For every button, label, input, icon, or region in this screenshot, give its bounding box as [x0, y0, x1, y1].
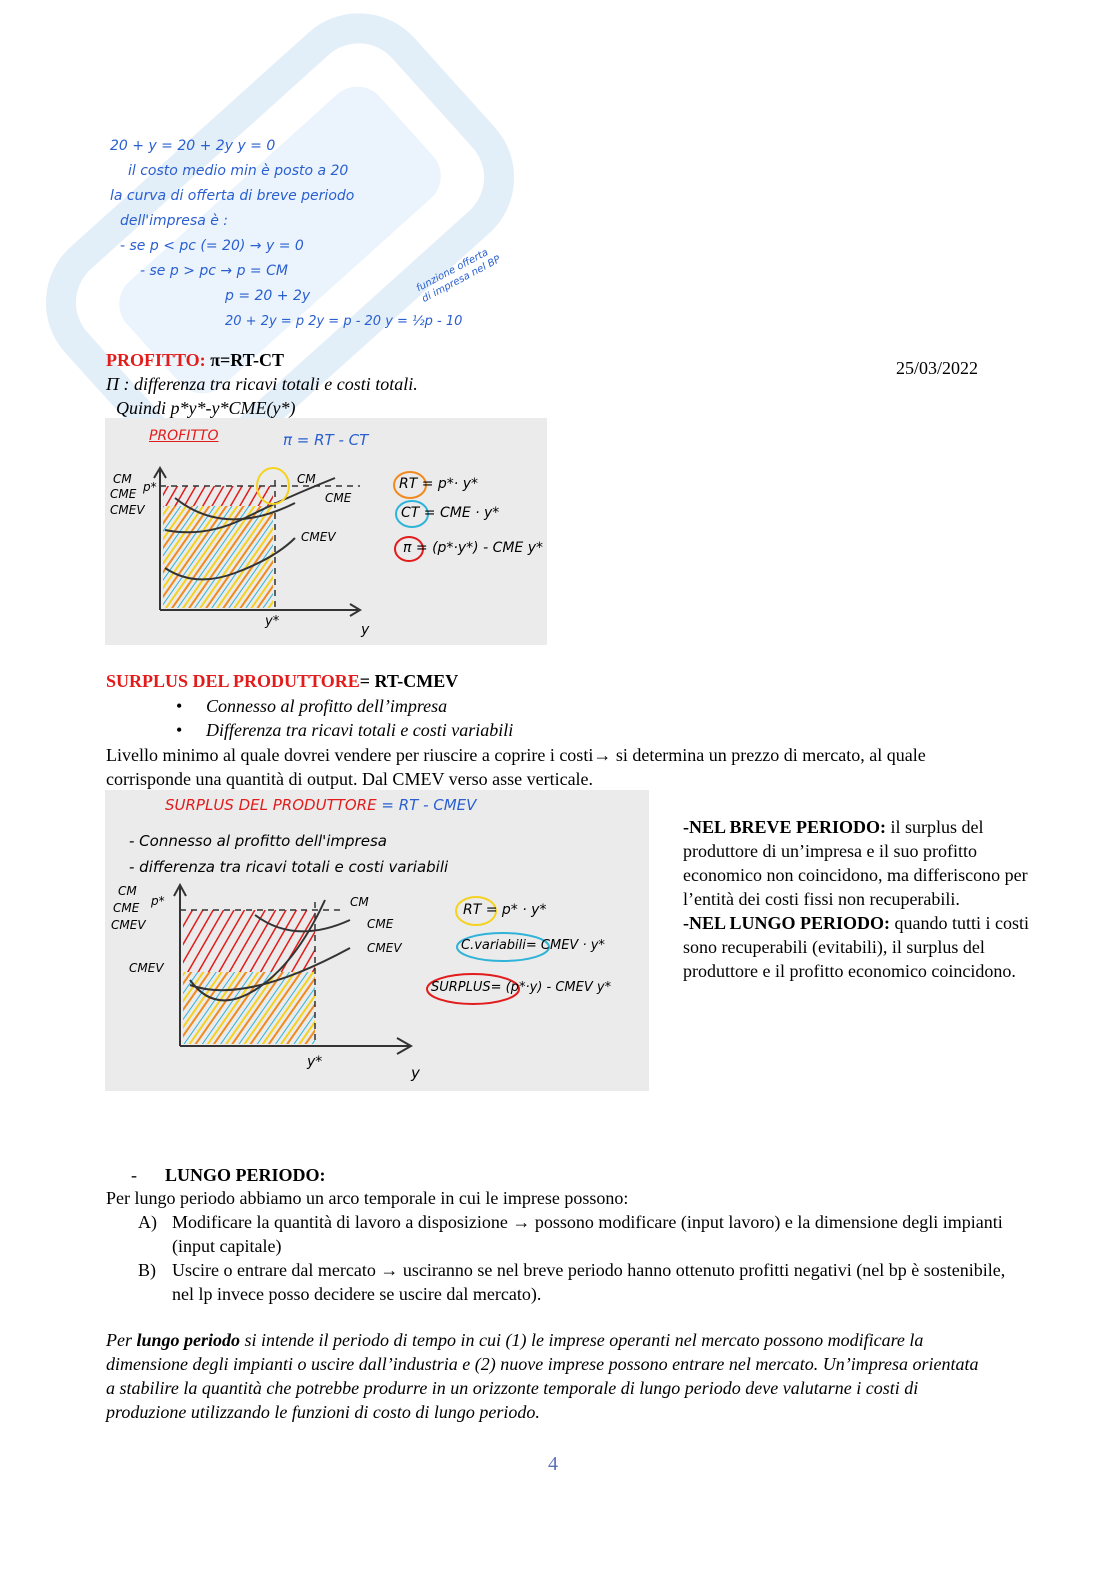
fig2-eq-rt — [463, 902, 546, 918]
fig1-title: PROFITTO — [149, 428, 219, 444]
fig2-eq-cv-tag: C.variabili — [461, 938, 526, 953]
fig1-ystar: y* — [265, 614, 280, 629]
profit-quindi: Quindi p*y*-y*CME(y*) — [116, 398, 296, 418]
variable-cost-area — [183, 972, 315, 1044]
surplus-area — [183, 910, 315, 972]
fig2-y: y — [411, 1064, 420, 1082]
fig2-eq-surplus — [431, 980, 611, 995]
fig1-y: y — [361, 622, 370, 638]
fig1-axis-label-cme: CME — [110, 487, 137, 501]
fig1-eq-rt — [399, 476, 478, 492]
handwritten-side-note: funzione offerta di impresa nel BP — [414, 247, 503, 305]
fig2-axis-label-cm: CM — [118, 884, 137, 898]
long-period-text: quando tutti i costi sono recuperabili (evitabili), il surplus del produttore e il profitto economico coincidono. — [683, 913, 1030, 981]
profit-title-line — [106, 348, 284, 372]
definition-pre: Per — [106, 1330, 137, 1350]
fig1-axis-label-cm: CM — [113, 472, 132, 486]
fig1-eq-rt-tag: RT — [399, 476, 418, 492]
fig2-title-text: SURPLUS DEL PRODUTTORE — [165, 796, 377, 814]
fig1-eq-pi-tag: π — [403, 540, 412, 556]
profit-figure — [105, 418, 547, 645]
surplus-bullets — [206, 694, 906, 742]
note-line: 20 + 2y = p 2y = p - 20 y = ½p - 10 — [225, 314, 463, 329]
fig2-line2: - differenza tra ricavi totali e costi variabili — [129, 858, 449, 876]
profit-formula: π=RT-CT — [210, 350, 285, 370]
list-item — [138, 1210, 1008, 1258]
fig1-axis-label-cmev: CMEV — [110, 503, 145, 517]
long-period-intro: Per lungo periodo abbiamo un arco temporale in cui le imprese possono: — [106, 1188, 629, 1208]
list-text: Uscire o entrare dal mercato → usciranno se nel breve periodo hanno ottenuto profitti negativi (nel bp è sostenibile, nel lp invece posso decidere se uscire dal mercato). — [172, 1260, 1006, 1304]
profit-description: Π : differenza tra ricavi totali e costi totali. — [106, 374, 418, 394]
long-period-dash: - — [131, 1165, 137, 1185]
long-period-heading — [131, 1163, 326, 1187]
handwritten-notes — [110, 134, 510, 334]
fig2-eq-cv — [461, 938, 605, 953]
fig1-header: π = RT - CT — [283, 431, 369, 449]
fig1-p-label: p* — [143, 480, 157, 494]
surplus-bullet: • Differenza tra ricavi totali e costi variabili — [206, 718, 906, 742]
list-marker: B) — [138, 1260, 156, 1280]
fig2-axis-label-cme: CME — [113, 901, 140, 915]
fig1-eq-pi — [403, 540, 543, 556]
note-line: - se p > pc → p = CM — [140, 263, 288, 279]
surplus-formula: = RT-CMEV — [359, 671, 459, 691]
profit-title: PROFITTO: — [106, 350, 206, 370]
page-number: 4 — [548, 1453, 558, 1475]
note-line: 20 + y = 20 + 2y y = 0 — [110, 138, 276, 154]
note-line: p = 20 + 2y — [225, 288, 311, 304]
list-text: Modificare la quantità di lavoro a disposizione → possono modificare (input lavoro) e la dimensione degli impianti (input capitale) — [172, 1212, 1003, 1256]
fig1-eq-ct-tag: CT — [401, 505, 420, 521]
note-line: dell'impresa è : — [120, 213, 229, 229]
list-marker: A) — [138, 1212, 157, 1232]
fig1-eq-rt-value: = p*· y* — [421, 476, 478, 492]
fig2-cmev-axis-label: CMEV — [129, 961, 164, 975]
list-item — [138, 1258, 1008, 1306]
fig2-eq-surplus-value: = (p*·y) - CMEV y* — [490, 980, 612, 995]
fig1-eq-pi-value: = (p*·y*) - CME y* — [415, 540, 544, 556]
long-period-label: -NEL LUNGO PERIODO: — [683, 913, 891, 933]
fig2-title-tail: = RT - CMEV — [381, 796, 477, 814]
fig1-curve-label-cme: CME — [325, 491, 352, 505]
short-period-text: il surplus del produttore di un’impresa e il suo profitto economico non coincidono, ma differiscono per l’entità dei costi fissi non recuperabili. — [683, 817, 1028, 909]
fig2-eq-rt-tag: RT — [463, 902, 482, 918]
surplus-paragraph: Livello minimo al quale dovrei vendere per riuscire a coprire i costi→ si determina un prezzo di mercato, al quale corrisponde una quantità di output. Dal CMEV verso asse verticale. — [106, 745, 926, 789]
fig2-axis-label-cmev: CMEV — [111, 918, 146, 932]
surplus-title-line — [106, 669, 458, 693]
long-period-heading-text: LUNGO PERIODO: — [165, 1165, 326, 1185]
note-line: - se p < pc (= 20) → y = 0 — [120, 238, 304, 254]
fig1-curve-label-cm: CM — [297, 472, 316, 486]
period-comparison — [683, 815, 1053, 983]
fig2-title — [165, 796, 476, 814]
fig2-curve-label-cme: CME — [367, 917, 394, 931]
definition-post: si intende il periodo di tempo in cui (1) le imprese operanti nel mercato possono modificare la dimensione degli impianti o uscire dall’industria e (2) nuove imprese possono entrare nel mercato. Un’impresa orientata a stabilire la quantità che potrebbe produrre in un orizzonte temporale di lungo periodo deve valutarne i costi di produzione utilizzando le funzioni di costo di lungo periodo. — [106, 1330, 979, 1422]
definition-bold: lungo periodo — [136, 1330, 241, 1350]
surplus-bullet: • Connesso al profitto dell’impresa — [206, 694, 906, 718]
long-period-list — [138, 1210, 1008, 1306]
fig2-ystar: y* — [307, 1054, 323, 1070]
note-line: la curva di offerta di breve periodo — [110, 188, 355, 204]
note-line: il costo medio min è posto a 20 — [128, 163, 349, 179]
fig2-eq-surplus-tag: SURPLUS — [431, 980, 491, 995]
fig1-eq-ct-value: = CME · y* — [423, 505, 500, 521]
fig2-curve-label-cmev: CMEV — [367, 941, 402, 955]
surplus-figure — [105, 790, 649, 1091]
fig2-curve-label-cm: CM — [350, 895, 369, 909]
surplus-title: SURPLUS DEL PRODUTTORE — [106, 671, 360, 691]
fig2-p-label: p* — [151, 894, 165, 908]
fig2-eq-rt-value: = p* · y* — [485, 902, 547, 918]
fig1-curve-label-cmev: CMEV — [301, 530, 336, 544]
fig2-eq-cv-value: = CMEV · y* — [525, 938, 605, 953]
long-period-definition — [106, 1328, 986, 1424]
date: 25/03/2022 — [896, 358, 979, 378]
fig1-eq-ct — [401, 505, 499, 521]
cost-area — [163, 506, 273, 608]
fig2-line1: - Connesso al profitto dell'impresa — [129, 832, 387, 850]
short-period-label: -NEL BREVE PERIODO: — [683, 817, 887, 837]
